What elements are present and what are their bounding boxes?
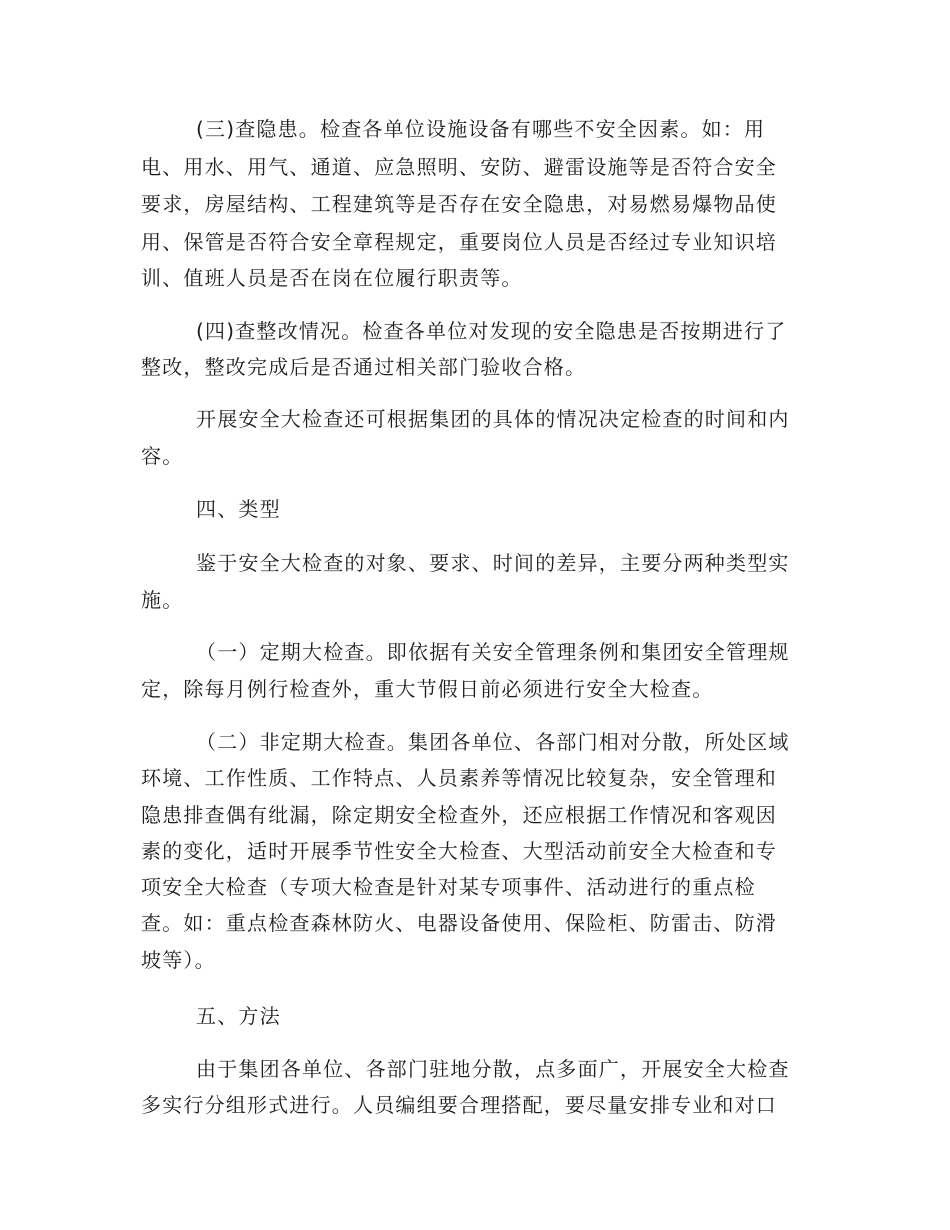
text-line: 素的变化，适时开展季节性安全大检查、大型活动前安全大检查和专 — [141, 839, 777, 863]
text-line: 多实行分组形式进行。人员编组要合理搭配，要尽量安排专业和对口 — [141, 1093, 777, 1117]
text-line: 定，除每月例行检查外，重大节假日前必须进行安全大检查。 — [141, 677, 714, 701]
text-line: 训、值班人员是否在岗在位履行职责等。 — [141, 266, 523, 290]
text-line: (三)查隐患。检查各单位设施设备有哪些不安全因素。如：用 — [196, 117, 766, 141]
text-line: 施。 — [141, 588, 184, 612]
text-line: 整改，整改完成后是否通过相关部门验收合格。 — [141, 355, 587, 379]
text-line: （二）非定期大检查。集团各单位、各部门相对分散，所处区域 — [196, 730, 790, 754]
text-line: 开展安全大检查还可根据集团的具体的情况决定检查的时间和内 — [196, 407, 790, 431]
section-heading: 四、类型 — [196, 497, 281, 521]
text-line: 由于集团各单位、各部门驻地分散，点多面广，开展安全大检查 — [196, 1057, 790, 1081]
text-line: 容。 — [141, 444, 184, 468]
text-line: 查。如：重点检查森林防火、电器设备使用、保险柜、防雷击、防滑 — [141, 911, 777, 935]
text-line: 坡等）。 — [141, 948, 216, 972]
text-line: 鉴于安全大检查的对象、要求、时间的差异，主要分两种类型实 — [196, 551, 790, 575]
text-line: （一）定期大检查。即依据有关安全管理条例和集团安全管理规 — [196, 640, 790, 664]
text-line: 电、用水、用气、通道、应急照明、安防、避雷设施等是否符合安全 — [141, 155, 777, 179]
text-line: (四)查整改情况。检查各单位对发现的安全隐患是否按期进行了 — [196, 319, 787, 343]
text-line: 环境、工作性质、工作特点、人员素养等情况比较复杂，安全管理和 — [141, 766, 777, 790]
text-line: 隐患排查偶有纰漏，除定期安全检查外，还应根据工作情况和客观因 — [141, 803, 777, 827]
text-line: 项安全大检查（专项大检查是针对某专项事件、活动进行的重点检 — [141, 875, 756, 899]
text-line: 用、保管是否符合安全章程规定，重要岗位人员是否经过专业知识培 — [141, 230, 777, 254]
text-line: 要求，房屋结构、工程建筑等是否存在安全隐患，对易燃易爆物品使 — [141, 192, 777, 216]
section-heading: 五、方法 — [196, 1004, 281, 1028]
